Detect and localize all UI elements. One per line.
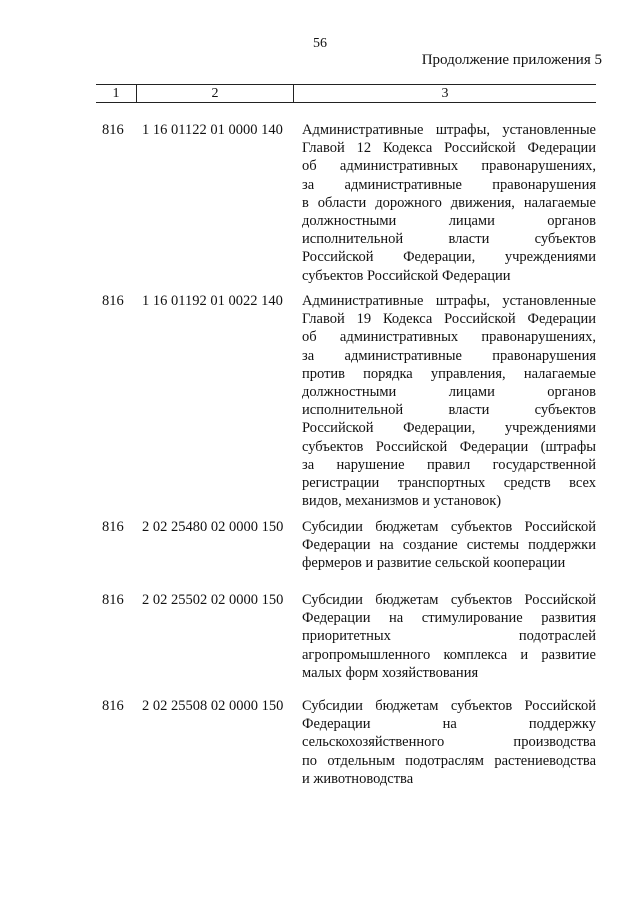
description-line: за административные правонарушения: [302, 176, 596, 193]
appendix-continuation-label: Продолжение приложения 5: [421, 52, 602, 68]
budget-classification-code: 2 02 25508 02 0000 150: [142, 698, 284, 714]
description-line: фермеров и развитие сельской кооперации: [302, 555, 566, 572]
description-line: Главой 12 Кодекса Российской Федерации: [302, 140, 596, 157]
column-header-2: 2: [137, 85, 294, 102]
table-row: [96, 518, 596, 573]
description-line: об административных правонарушениях,: [302, 158, 596, 175]
table-row: [96, 697, 596, 788]
description-line: исполнительной власти субъектов: [302, 402, 596, 419]
description-line: должностными лицами органов: [302, 213, 596, 230]
description-line: исполнительной власти субъектов: [302, 231, 596, 248]
budget-classification-code: 1 16 01122 01 0000 140: [142, 122, 283, 138]
description-line: Российской Федерации, учреждениями: [302, 420, 596, 437]
description-line: приоритетных подотраслей: [302, 628, 596, 645]
row-description: [302, 697, 596, 788]
description-line: Субсидии бюджетам субъектов Российской: [302, 519, 596, 535]
description-line: Главой 19 Кодекса Российской Федерации: [302, 311, 596, 328]
table-header-row: [96, 84, 596, 103]
description-line: против порядка управления, налагаемые: [302, 365, 596, 382]
admin-code: 816: [102, 592, 124, 608]
description-line: малых форм хозяйствования: [302, 664, 479, 681]
description-line: Субсидии бюджетам субъектов Российской: [302, 698, 596, 714]
description-line: Административные штрафы, установленные: [302, 293, 596, 309]
row-description: [302, 518, 596, 573]
admin-code: 816: [102, 122, 124, 138]
description-line: Федерации на создание системы поддержки: [302, 537, 596, 554]
description-line: в области дорожного движения, налагаемые: [302, 194, 596, 211]
description-line: Субсидии бюджетам субъектов Российской: [302, 592, 596, 608]
description-line: Федерации на стимулирование развития: [302, 610, 596, 627]
description-line: должностными лицами органов: [302, 384, 596, 401]
description-line: сельскохозяйственного производства: [302, 734, 596, 751]
description-line: об административных правонарушениях,: [302, 329, 596, 346]
description-line: по отдельным подотраслям растениеводства: [302, 752, 596, 769]
description-line: Административные штрафы, установленные: [302, 122, 596, 138]
budget-classification-code: 1 16 01192 01 0022 140: [142, 293, 283, 309]
page-number: 56: [313, 36, 327, 51]
admin-code: 816: [102, 519, 124, 535]
table-row: [96, 292, 596, 510]
description-line: Российской Федерации, учреждениями: [302, 249, 596, 266]
description-line: Федерации на поддержку: [302, 716, 596, 733]
description-line: агропромышленного комплекса и развитие: [302, 646, 596, 663]
description-line: за нарушение правил государственной: [302, 456, 596, 473]
admin-code: 816: [102, 698, 124, 714]
description-line: и животноводства: [302, 770, 414, 787]
description-line: видов, механизмов и установок): [302, 493, 502, 510]
column-header-1: 1: [96, 85, 137, 102]
description-line: субъектов Российской Федерации (штрафы: [302, 438, 596, 455]
table-row: [96, 591, 596, 682]
description-line: регистрации транспортных средств всех: [302, 475, 596, 492]
description-line: за административные правонарушения: [302, 347, 596, 364]
budget-classification-code: 2 02 25502 02 0000 150: [142, 592, 284, 608]
description-line: субъектов Российской Федерации: [302, 267, 511, 284]
table-row: [96, 121, 596, 285]
budget-classification-code: 2 02 25480 02 0000 150: [142, 519, 284, 535]
row-description: [302, 121, 596, 285]
admin-code: 816: [102, 293, 124, 309]
row-description: [302, 292, 596, 510]
column-header-3: 3: [441, 86, 449, 101]
row-description: [302, 591, 596, 682]
